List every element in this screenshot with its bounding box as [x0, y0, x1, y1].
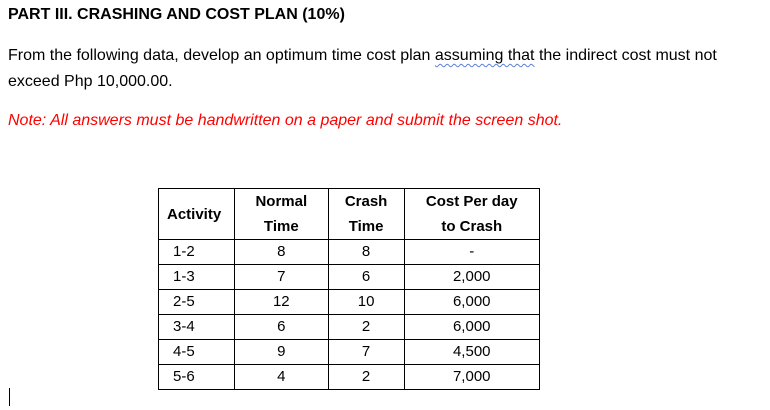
paragraph-text-start: From the following data, develop an optimum time cost plan — [8, 47, 435, 64]
cell-crash-time: 6 — [328, 265, 404, 290]
instruction-paragraph — [8, 43, 766, 95]
cell-activity: 2-5 — [159, 290, 235, 315]
cell-activity: 5-6 — [159, 365, 235, 390]
header-activity-label: Activity — [167, 205, 222, 223]
cell-activity: 1-3 — [159, 265, 235, 290]
cell-cost-per-day: - — [404, 240, 540, 265]
cell-normal-time: 8 — [234, 240, 328, 265]
cell-activity: 4-5 — [159, 340, 235, 365]
spellcheck-underlined-phrase[interactable]: assuming that — [434, 47, 535, 64]
table-row — [159, 315, 540, 340]
table-row — [159, 340, 540, 365]
cell-normal-time: 9 — [234, 340, 328, 365]
cell-cost-per-day: 6,000 — [404, 290, 540, 315]
table-row — [159, 365, 540, 390]
cell-cost-per-day: 7,000 — [404, 365, 540, 390]
cell-crash-time: 2 — [328, 315, 404, 340]
cell-cost-per-day: 6,000 — [404, 315, 540, 340]
note-text: Note: All answers must be handwritten on a paper and submit the screen shot. — [8, 112, 563, 129]
header-crash-time — [328, 189, 404, 240]
cell-normal-time: 6 — [234, 315, 328, 340]
paragraph-text-end: the indirect cost must not exceed Php 10,000.00. — [8, 47, 717, 90]
cell-normal-time: 4 — [234, 365, 328, 390]
cell-activity: 3-4 — [159, 315, 235, 340]
cell-crash-time: 10 — [328, 290, 404, 315]
header-normal-time — [234, 189, 328, 240]
header-crash-line1: Crash — [344, 193, 388, 210]
header-normal-line2: Time — [263, 218, 299, 235]
table-header-row — [159, 189, 540, 240]
header-crash-line2: Time — [348, 218, 384, 235]
text-cursor[interactable] — [9, 388, 10, 406]
header-cost-per-day — [404, 189, 540, 240]
cell-activity: 1-2 — [159, 240, 235, 265]
header-activity — [159, 189, 235, 240]
cell-crash-time: 8 — [328, 240, 404, 265]
cell-cost-per-day: 4,500 — [404, 340, 540, 365]
header-normal-line1: Normal — [255, 193, 308, 210]
section-heading: PART III. CRASHING AND COST PLAN (10%) — [8, 6, 345, 23]
crashing-data-table — [158, 188, 540, 390]
cell-crash-time: 2 — [328, 365, 404, 390]
table-row — [159, 240, 540, 265]
cell-crash-time: 7 — [328, 340, 404, 365]
table-row — [159, 290, 540, 315]
cell-normal-time: 12 — [234, 290, 328, 315]
cell-cost-per-day: 2,000 — [404, 265, 540, 290]
cell-normal-time: 7 — [234, 265, 328, 290]
table-row — [159, 265, 540, 290]
header-cost-line2: to Crash — [441, 218, 503, 235]
header-cost-line1: Cost Per day — [425, 193, 518, 210]
